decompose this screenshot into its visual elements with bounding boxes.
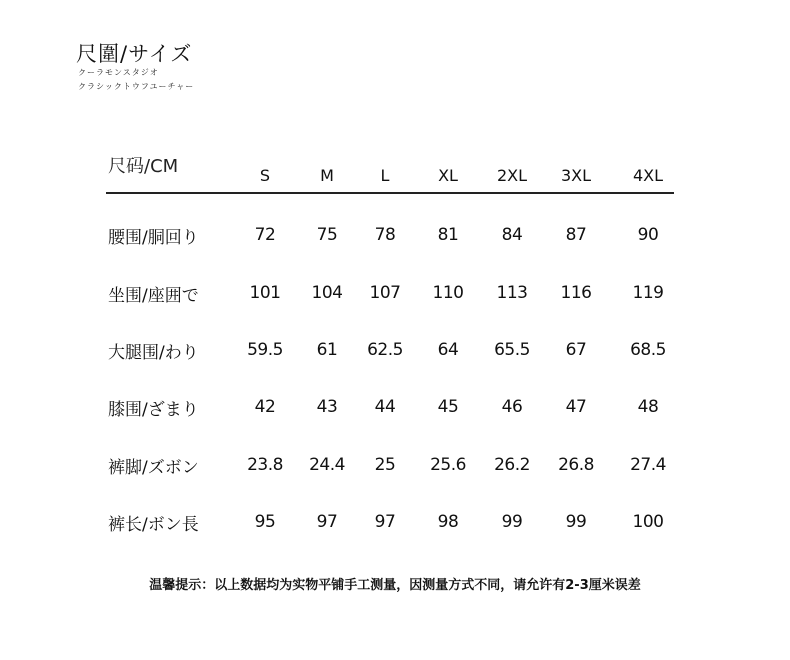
table-cell: 75 — [316, 225, 338, 245]
table-cell: 42 — [254, 397, 276, 417]
row-label-0: 腰围/胴回り — [108, 228, 199, 248]
row-label-2: 大腿围/わり — [108, 343, 199, 363]
table-cell: 65.5 — [494, 340, 530, 360]
table-cell: 27.4 — [630, 455, 666, 475]
row-label-4: 裤脚/ズボン — [108, 458, 199, 478]
table-cell: 61 — [316, 340, 338, 360]
size-header-6: 4XL — [632, 166, 664, 185]
table-cell: 44 — [374, 397, 396, 417]
table-cell: 97 — [374, 512, 396, 532]
table-cell: 68.5 — [630, 340, 666, 360]
table-cell: 99 — [565, 512, 587, 532]
table-cell: 72 — [254, 225, 276, 245]
table-cell: 104 — [311, 283, 343, 303]
size-header-0: S — [259, 166, 271, 185]
table-cell: 67 — [565, 340, 587, 360]
table-cell: 81 — [437, 225, 459, 245]
row-label-3: 膝围/ざまり — [108, 400, 199, 420]
table-cell: 87 — [565, 225, 587, 245]
table-cell: 62.5 — [367, 340, 403, 360]
size-unit-label: 尺码/CM — [108, 156, 179, 177]
table-cell: 97 — [316, 512, 338, 532]
table-cell: 26.2 — [494, 455, 530, 475]
table-cell: 100 — [632, 512, 664, 532]
table-cell: 26.8 — [558, 455, 594, 475]
table-cell: 90 — [637, 225, 659, 245]
table-cell: 23.8 — [247, 455, 283, 475]
table-cell: 110 — [432, 283, 464, 303]
size-header-4: 2XL — [496, 166, 528, 185]
table-cell: 25.6 — [430, 455, 466, 475]
table-cell: 98 — [437, 512, 459, 532]
table-cell: 46 — [501, 397, 523, 417]
table-cell: 78 — [374, 225, 396, 245]
table-cell: 25 — [374, 455, 396, 475]
table-cell: 95 — [254, 512, 276, 532]
table-cell: 64 — [437, 340, 459, 360]
table-cell: 59.5 — [247, 340, 283, 360]
table-cell: 99 — [501, 512, 523, 532]
size-header-1: M — [320, 166, 334, 185]
row-label-1: 坐围/座囲で — [108, 286, 199, 306]
size-header-2: L — [380, 166, 390, 185]
table-cell: 45 — [437, 397, 459, 417]
table-cell: 47 — [565, 397, 587, 417]
table-cell: 119 — [632, 283, 664, 303]
table-cell: 24.4 — [309, 455, 345, 475]
table-cell: 84 — [501, 225, 523, 245]
table-cell: 113 — [496, 283, 528, 303]
subtitle-line-1: クーラモンスタジオ — [78, 68, 159, 77]
table-cell: 116 — [560, 283, 592, 303]
table-cell: 107 — [369, 283, 401, 303]
table-cell: 101 — [249, 283, 281, 303]
measurement-note: 温馨提示：以上数据均为实物平铺手工测量，因测量方式不同，请允许有2-3厘米误差 — [149, 578, 641, 593]
header-divider — [106, 192, 674, 194]
size-header-5: 3XL — [560, 166, 592, 185]
page-title: 尺圍/サイズ — [76, 42, 193, 66]
row-label-5: 裤长/ボン長 — [108, 515, 199, 535]
subtitle-line-2: クラシックトウフユーチャー — [78, 82, 195, 91]
table-cell: 48 — [637, 397, 659, 417]
table-cell: 43 — [316, 397, 338, 417]
size-header-3: XL — [438, 166, 458, 185]
